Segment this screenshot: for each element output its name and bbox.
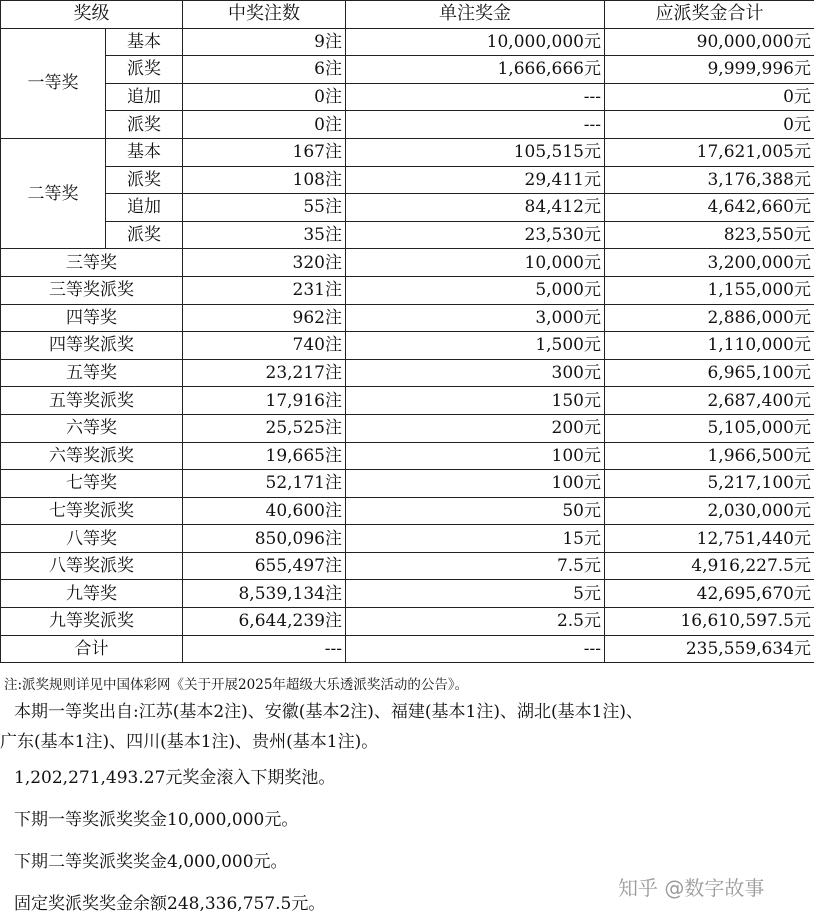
level-label: 六等奖派奖 <box>1 442 183 470</box>
prize-row <box>1 304 814 332</box>
total-cell: 6,965,100元 <box>605 359 814 387</box>
second-prize-label: 二等奖 <box>1 138 106 248</box>
total-cell: 3,200,000元 <box>605 249 814 277</box>
header-level: 奖级 <box>1 1 183 29</box>
total-cell: 0元 <box>605 111 814 139</box>
count-cell: 655,497注 <box>183 552 346 580</box>
total-cell: 2,687,400元 <box>605 387 814 415</box>
unit-prize-cell: --- <box>346 111 605 139</box>
count-cell: 231注 <box>183 276 346 304</box>
total-cell: 823,550元 <box>605 221 814 249</box>
first-prize-row <box>1 56 814 84</box>
total-cell: 4,642,660元 <box>605 194 814 222</box>
prize-row <box>1 608 814 636</box>
fixed-balance-paragraph: 固定奖派奖奖金余额248,336,757.5元。 <box>14 894 326 914</box>
sub-level: 派奖 <box>106 111 183 139</box>
total-cell: 2,886,000元 <box>605 304 814 332</box>
total-cell: 4,916,227.5元 <box>605 552 814 580</box>
first-prize-label: 一等奖 <box>1 28 106 138</box>
prize-row <box>1 470 814 498</box>
count-cell: 55注 <box>183 194 346 222</box>
sub-level: 追加 <box>106 83 183 111</box>
level-label: 三等奖派奖 <box>1 276 183 304</box>
level-label: 三等奖 <box>1 249 183 277</box>
unit-prize-cell: 300元 <box>346 359 605 387</box>
count-cell: 6注 <box>183 56 346 84</box>
total-cell: 1,966,500元 <box>605 442 814 470</box>
unit-prize-cell: 105,515元 <box>346 138 605 166</box>
count-cell: 19,665注 <box>183 442 346 470</box>
total-cell: 17,621,005元 <box>605 138 814 166</box>
second-prize-row <box>1 221 814 249</box>
level-label: 七等奖派奖 <box>1 497 183 525</box>
count-cell: 17,916注 <box>183 387 346 415</box>
first-prize-row <box>1 28 814 56</box>
total-cell: 16,610,597.5元 <box>605 608 814 636</box>
total-cell: 90,000,000元 <box>605 28 814 56</box>
unit-prize-cell: 84,412元 <box>346 194 605 222</box>
total-cell: 235,559,634元 <box>605 635 814 663</box>
total-row <box>1 635 814 663</box>
winners-paragraph-line2: 广东(基本1注)、四川(基本1注)、贵州(基本1注)。 <box>0 732 379 752</box>
count-cell: --- <box>183 635 346 663</box>
sub-level: 追加 <box>106 194 183 222</box>
count-cell: 40,600注 <box>183 497 346 525</box>
total-cell: 2,030,000元 <box>605 497 814 525</box>
total-cell: 1,155,000元 <box>605 276 814 304</box>
next-second-prize-paragraph: 下期二等奖派奖奖金4,000,000元。 <box>14 852 288 872</box>
level-label: 八等奖 <box>1 525 183 553</box>
unit-prize-cell: 1,500元 <box>346 332 605 360</box>
header-row <box>1 1 814 29</box>
rollover-paragraph: 1,202,271,493.27元奖金滚入下期奖池。 <box>14 768 336 788</box>
prize-row <box>1 249 814 277</box>
level-label: 六等奖 <box>1 414 183 442</box>
prize-row <box>1 497 814 525</box>
count-cell: 0注 <box>183 83 346 111</box>
count-cell: 0注 <box>183 111 346 139</box>
level-label: 九等奖派奖 <box>1 608 183 636</box>
prize-row <box>1 580 814 608</box>
count-cell: 167注 <box>183 138 346 166</box>
unit-prize-cell: 3,000元 <box>346 304 605 332</box>
count-cell: 850,096注 <box>183 525 346 553</box>
first-prize-row <box>1 83 814 111</box>
level-label: 五等奖 <box>1 359 183 387</box>
unit-prize-cell: 150元 <box>346 387 605 415</box>
first-prize-row <box>1 111 814 139</box>
unit-prize-cell: 29,411元 <box>346 166 605 194</box>
count-cell: 23,217注 <box>183 359 346 387</box>
unit-prize-cell: 50元 <box>346 497 605 525</box>
prize-row <box>1 387 814 415</box>
unit-prize-cell: 100元 <box>346 442 605 470</box>
footnote: 注:派奖规则详见中国体彩网《关于开展2025年超级大乐透派奖活动的公告》。 <box>4 677 469 693</box>
winners-paragraph-line1: 本期一等奖出自:江苏(基本2注)、安徽(基本2注)、福建(基本1注)、湖北(基本1注)、 <box>14 702 644 722</box>
next-first-prize-paragraph: 下期一等奖派奖奖金10,000,000元。 <box>14 810 299 830</box>
count-cell: 6,644,239注 <box>183 608 346 636</box>
prize-row <box>1 552 814 580</box>
sub-level: 派奖 <box>106 221 183 249</box>
prize-row <box>1 525 814 553</box>
unit-prize-cell: 5,000元 <box>346 276 605 304</box>
count-cell: 9注 <box>183 28 346 56</box>
total-cell: 1,110,000元 <box>605 332 814 360</box>
unit-prize-cell: 1,666,666元 <box>346 56 605 84</box>
prize-row <box>1 276 814 304</box>
watermark: 知乎 @数字故事 <box>618 876 765 900</box>
unit-prize-cell: --- <box>346 635 605 663</box>
level-label: 合计 <box>1 635 183 663</box>
count-cell: 52,171注 <box>183 470 346 498</box>
total-cell: 5,105,000元 <box>605 414 814 442</box>
total-cell: 5,217,100元 <box>605 470 814 498</box>
count-cell: 962注 <box>183 304 346 332</box>
count-cell: 320注 <box>183 249 346 277</box>
level-label: 九等奖 <box>1 580 183 608</box>
total-cell: 9,999,996元 <box>605 56 814 84</box>
unit-prize-cell: 100元 <box>346 470 605 498</box>
header-unit-prize: 单注奖金 <box>346 1 605 29</box>
level-label: 七等奖 <box>1 470 183 498</box>
unit-prize-cell: 23,530元 <box>346 221 605 249</box>
count-cell: 25,525注 <box>183 414 346 442</box>
total-cell: 12,751,440元 <box>605 525 814 553</box>
total-cell: 0元 <box>605 83 814 111</box>
count-cell: 108注 <box>183 166 346 194</box>
prize-row <box>1 332 814 360</box>
unit-prize-cell: 10,000元 <box>346 249 605 277</box>
prize-row <box>1 414 814 442</box>
total-cell: 3,176,388元 <box>605 166 814 194</box>
second-prize-row <box>1 194 814 222</box>
unit-prize-cell: 7.5元 <box>346 552 605 580</box>
sub-level: 派奖 <box>106 56 183 84</box>
sub-level: 基本 <box>106 28 183 56</box>
second-prize-row <box>1 138 814 166</box>
count-cell: 8,539,134注 <box>183 580 346 608</box>
unit-prize-cell: 200元 <box>346 414 605 442</box>
header-total: 应派奖金合计 <box>605 1 814 29</box>
level-label: 五等奖派奖 <box>1 387 183 415</box>
count-cell: 740注 <box>183 332 346 360</box>
unit-prize-cell: --- <box>346 83 605 111</box>
sub-level: 基本 <box>106 138 183 166</box>
prize-row <box>1 442 814 470</box>
unit-prize-cell: 10,000,000元 <box>346 28 605 56</box>
count-cell: 35注 <box>183 221 346 249</box>
sub-level: 派奖 <box>106 166 183 194</box>
header-count: 中奖注数 <box>183 1 346 29</box>
unit-prize-cell: 5元 <box>346 580 605 608</box>
unit-prize-cell: 15元 <box>346 525 605 553</box>
level-label: 四等奖 <box>1 304 183 332</box>
level-label: 八等奖派奖 <box>1 552 183 580</box>
total-cell: 42,695,670元 <box>605 580 814 608</box>
unit-prize-cell: 2.5元 <box>346 608 605 636</box>
prize-row <box>1 359 814 387</box>
level-label: 四等奖派奖 <box>1 332 183 360</box>
second-prize-row <box>1 166 814 194</box>
